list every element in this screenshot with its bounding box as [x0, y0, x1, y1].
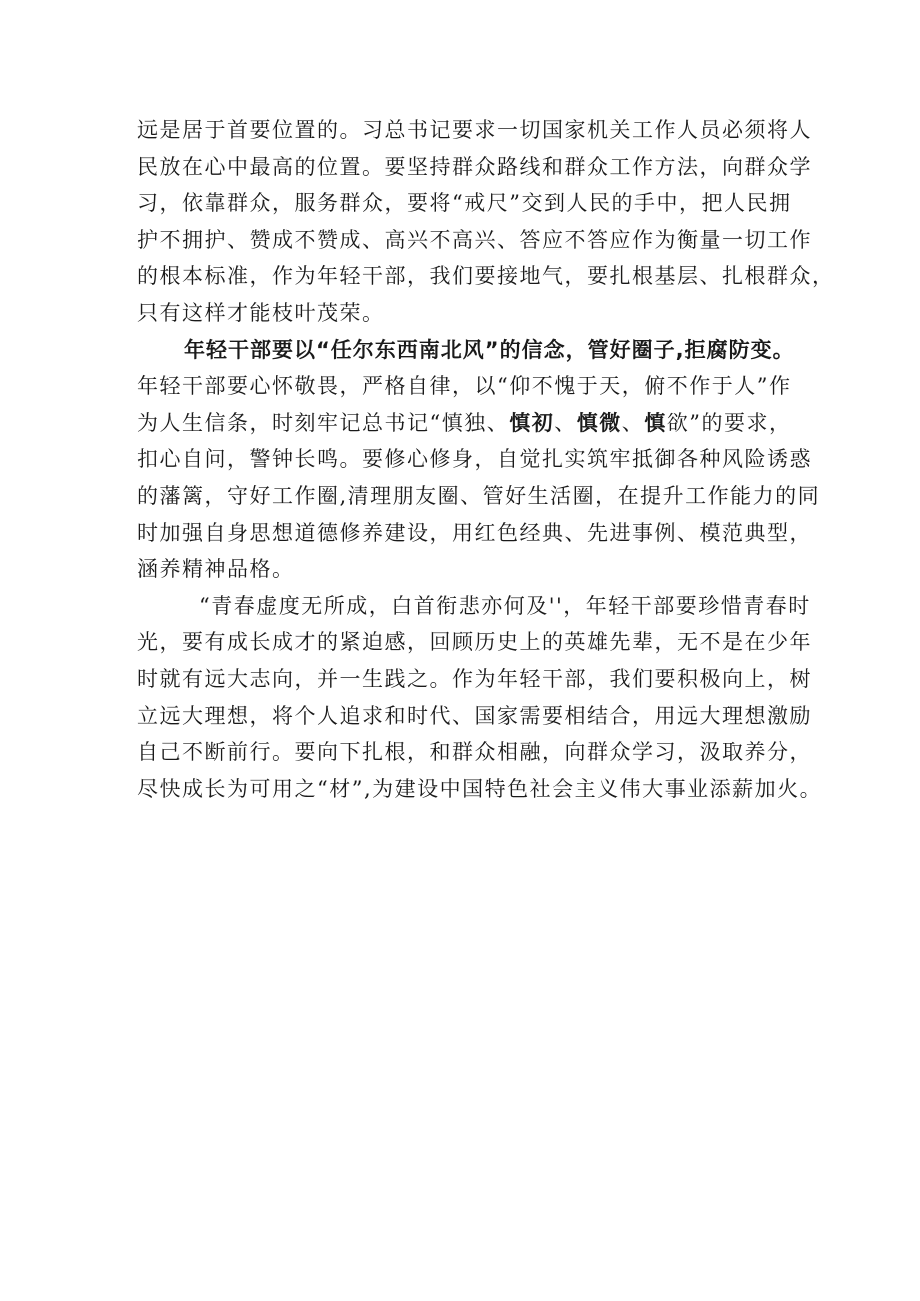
text-line: 涵养精神品格。 [137, 557, 295, 582]
text-line: 尽快成长为可用之“材”,为建设中国特色社会主义伟大事业添薪加火。 [137, 776, 823, 801]
text-span: 、 [554, 410, 577, 435]
text-line: 习，依靠群众，服务群众，要将“戒尺”交到人民的手中，把人民拥 [137, 191, 792, 216]
text-line: 扣心自问，警钟长鸣。要修心修身，自觉扎实筑牢抵御各种风险诱惑 [137, 447, 812, 472]
text-line: 民放在心中最高的位置。要坚持群众路线和群众工作方法，向群众学 [137, 154, 812, 179]
bold-span: 慎微 [576, 410, 622, 435]
text-line: 时就有远大志向，并一生践之。作为年轻干部，我们要积极向上，树 [137, 666, 812, 691]
text-line: 的根本标准，作为年轻干部，我们要接地气，要扎根基层、扎根群众， [137, 264, 835, 289]
paragraph-3 [137, 588, 823, 808]
paragraph-1 [137, 112, 835, 332]
paragraph-heading: 年轻干部要以“任尔东西南北风”的信念，管好圈子,拒腐防变。 [184, 337, 795, 362]
bold-span: 慎 [644, 410, 667, 435]
text-span: 欲”的要求， [666, 410, 792, 435]
text-line: “青春虚度无所成，白首衔悲亦何及''，年轻干部要珍惜青春时 [199, 593, 811, 618]
text-line: 护不拥护、赞成不赞成、高兴不高兴、答应不答应作为衡量一切工作 [137, 227, 812, 252]
text-span: 为人生信条，时刻牢记总书记“慎独、 [137, 410, 510, 435]
bold-span: 慎初 [509, 410, 555, 435]
text-line: 的藩篱，守好工作圈,清理朋友圈、管好生活圈，在提升工作能力的同 [137, 483, 821, 508]
text-line: 只有这样才能枝叶茂荣。 [137, 300, 385, 325]
text-line: 远是居于首要位置的。习总书记要求一切国家机关工作人员必须将人 [137, 118, 812, 142]
text-line: 时加强自身思想道德修养建设，用红色经典、先进事例、模范典型， [137, 520, 812, 545]
text-span: 、 [621, 410, 645, 435]
text-line: 光，要有成长成才的紧迫感，回顾历史上的英雄先辈，无不是在少年 [137, 630, 812, 655]
paragraph-2 [137, 332, 821, 588]
document-body [137, 112, 835, 807]
text-line-mixed [137, 405, 817, 442]
text-line: 立远大理想，将个人追求和时代、国家需要相结合，用远大理想激励 [137, 703, 812, 728]
text-line: 自己不断前行。要向下扎根，和群众相融，向群众学习，汲取养分， [137, 740, 812, 765]
text-line: 年轻干部要心怀敬畏，严格自律，以“仰不愧于天，俯不作于人”作 [137, 374, 792, 399]
